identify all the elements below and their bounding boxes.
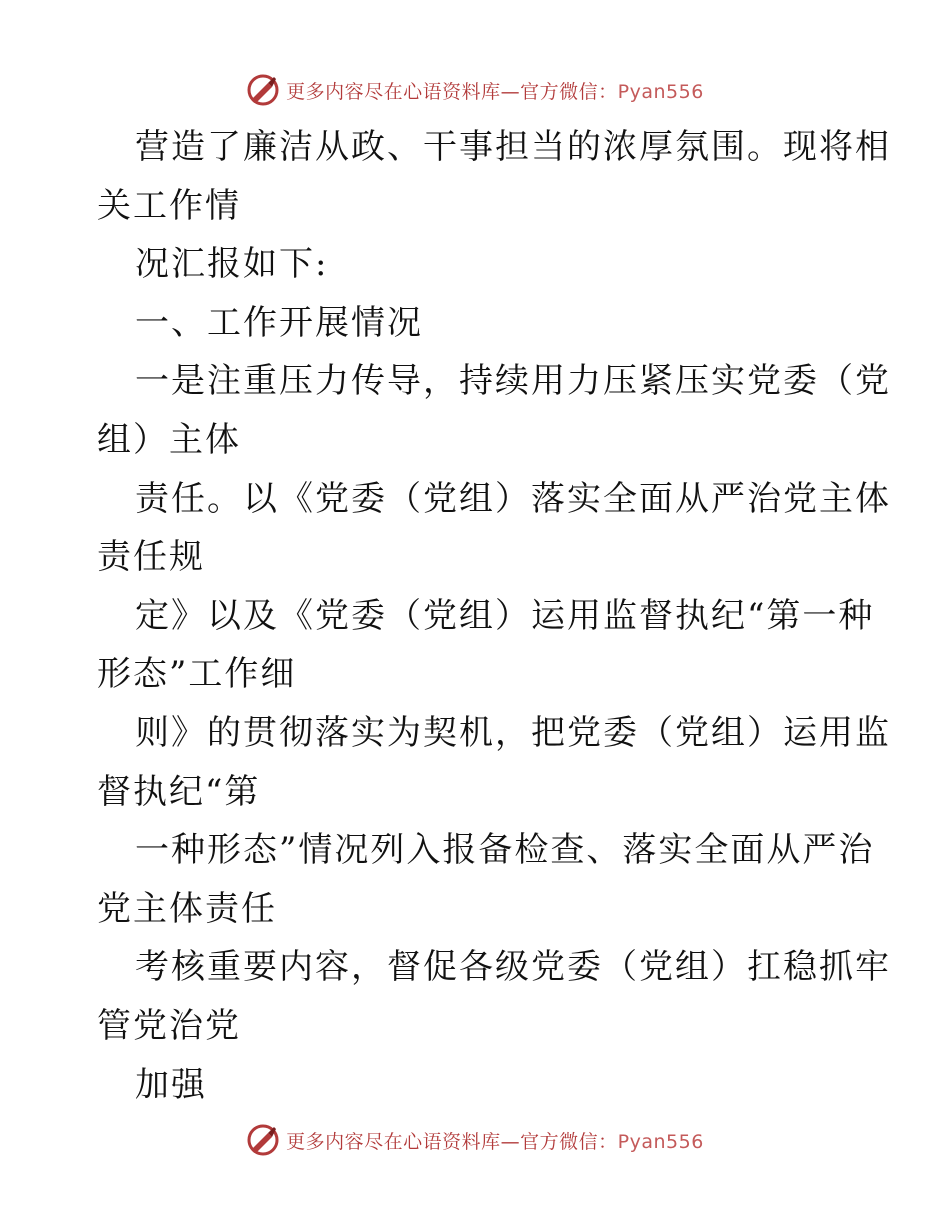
body-text-line: 则》的贯彻落实为契机，把党委（党组）运用监 (135, 712, 891, 753)
pen-logo-icon (246, 73, 280, 107)
header-wechat-id: Pyan556 (617, 80, 704, 103)
footer-banner-text (286, 1127, 704, 1154)
footer-banner-label: 更多内容尽在心语资料库—官方微信： (286, 1130, 618, 1153)
footer-wechat-id: Pyan556 (617, 1130, 704, 1153)
body-text-line: 组）主体 (97, 419, 241, 460)
body-text-line: 关工作情 (97, 185, 241, 226)
pen-logo-icon (246, 1123, 280, 1157)
body-text-line: 党主体责任 (97, 888, 277, 929)
body-text-line: 一是注重压力传导，持续用力压紧压实党委（党 (135, 361, 891, 402)
header-banner-label: 更多内容尽在心语资料库—官方微信： (286, 80, 618, 103)
footer-watermark-banner (0, 1120, 950, 1160)
body-text-line: 责任。以《党委（党组）落实全面从严治党主体 (135, 478, 891, 519)
body-text-line: 一种形态”情况列入报备检查、落实全面从严治 (135, 830, 875, 871)
body-text-line: 加强 (135, 1064, 207, 1105)
body-text-line: 考核重要内容，督促各级党委（党组）扛稳抓牢 (135, 947, 891, 988)
header-watermark-banner (0, 70, 950, 110)
body-text-line: 形态”工作细 (97, 654, 297, 695)
body-text-line: 责任规 (97, 537, 205, 578)
body-text-line: 定》以及《党委（党组）运用监督执纪“第一种 (135, 595, 875, 636)
body-text-line: 一、工作开展情况 (135, 302, 423, 343)
body-text-line: 管党治党 (97, 1005, 241, 1046)
body-text-line: 况汇报如下: (135, 244, 329, 285)
document-body (97, 118, 891, 1114)
body-text-line: 督执纪“第 (97, 771, 261, 812)
body-text-line: 营造了廉洁从政、干事担当的浓厚氛围。现将相 (135, 127, 891, 167)
header-banner-text (286, 77, 704, 104)
